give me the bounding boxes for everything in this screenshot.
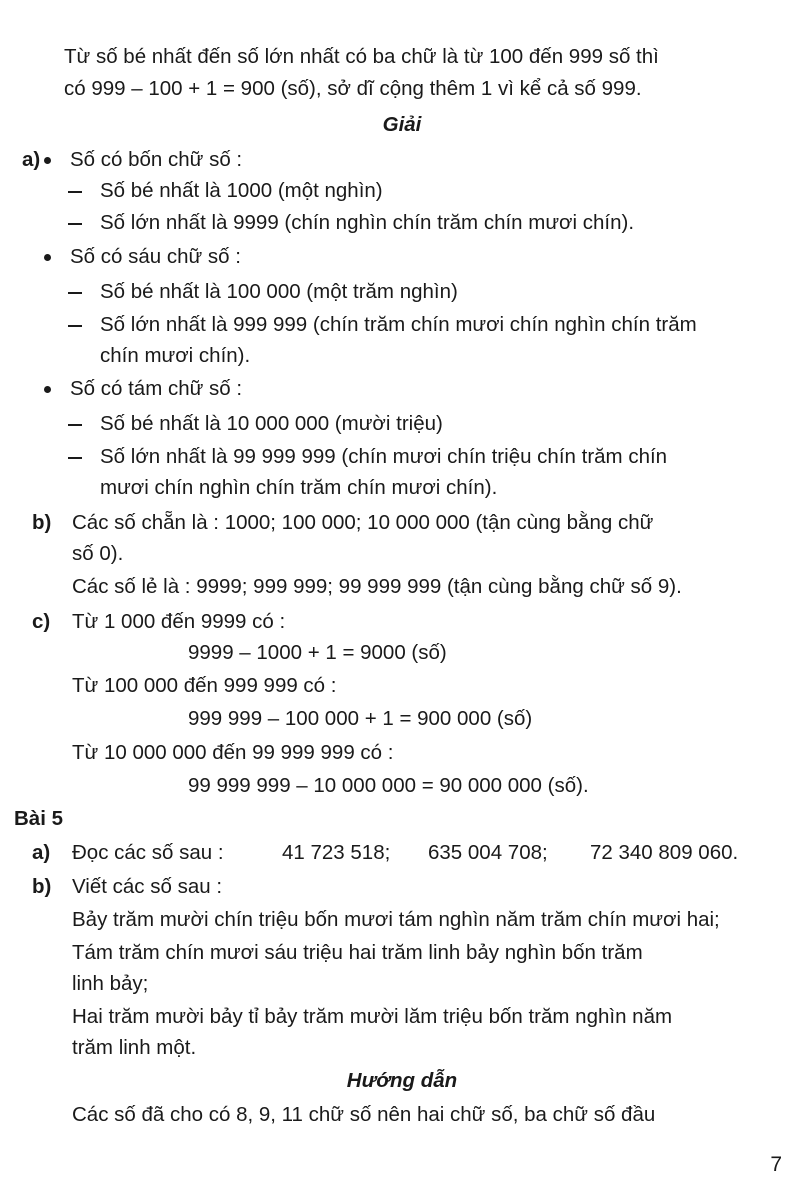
calc-eight-digit: 99 999 999 – 10 000 000 = 90 000 000 (số). [188,774,589,797]
dash-icon [68,292,82,294]
range-eight-digit: Từ 10 000 000 đến 99 999 999 có : [72,741,394,764]
group-six-digit-title: Số có sáu chữ số : [70,245,241,268]
six-digit-smallest: Số bé nhất là 100 000 (một trăm nghìn) [100,280,458,303]
odd-numbers-line: Các số lẻ là : 9999; 999 999; 99 999 999 (tận cùng bằng chữ số 9). [72,575,682,598]
write-number-2-line-1: Tám trăm chín mươi sáu triệu hai trăm linh bảy nghìn bốn trăm [72,941,643,964]
dash-icon [68,223,82,225]
dash-icon [68,457,82,459]
six-digit-largest-line-2: chín mươi chín). [100,344,251,367]
group-four-digit-title: Số có bốn chữ số : [70,148,243,171]
four-digit-smallest: Số bé nhất là 1000 (một nghìn) [100,179,383,202]
calc-four-digit: 9999 – 1000 + 1 = 9000 (số) [188,641,447,664]
write-number-3-line-1: Hai trăm mười bảy tỉ bảy trăm mười lăm triệu bốn trăm nghìn năm [72,1005,673,1028]
calc-six-digit: 999 999 – 100 000 + 1 = 900 000 (số) [188,707,533,730]
even-numbers-line-1: Các số chẵn là : 1000; 100 000; 10 000 000 (tận cùng bằng chữ [72,511,654,534]
exercise-5-title: Bài 5 [14,807,63,830]
write-number-3-line-2: trăm linh một. [72,1036,197,1059]
group-eight-digit-title: Số có tám chữ số : [70,377,243,400]
write-number-2-line-2: linh bảy; [72,972,149,995]
bullet-icon [44,386,51,393]
dash-icon [68,325,82,327]
write-number-1: Bảy trăm mười chín triệu bốn mươi tám nghìn năm trăm chín mươi hai; [72,908,720,931]
range-four-digit: Từ 1 000 đến 9999 có : [72,610,286,633]
intro-line-1: Từ số bé nhất đến số lớn nhất có ba chữ là từ 100 đến 999 số thì [64,45,659,68]
part-b-label: b) [32,511,52,534]
part-c-label: c) [32,610,51,633]
six-digit-largest-line-1: Số lớn nhất là 999 999 (chín trăm chín mươi chín nghìn chín trăm [100,313,697,336]
eight-digit-smallest: Số bé nhất là 10 000 000 (mười triệu) [100,412,443,435]
bullet-icon [44,254,51,261]
eight-digit-largest-line-2: mươi chín nghìn chín trăm chín mươi chín). [100,476,498,499]
even-numbers-line-2: số 0). [72,542,124,565]
part-a-label: a) [22,148,41,171]
eight-digit-largest-line-1: Số lớn nhất là 99 999 999 (chín mươi chín triệu chín trăm chín [100,445,668,468]
page-number: 7 [770,1153,782,1176]
dash-icon [68,424,82,426]
intro-line-2: có 999 – 100 + 1 = 900 (số), sở dĩ cộng thêm 1 vì kể cả số 999. [64,77,642,100]
guide-line-1: Các số đã cho có 8, 9, 11 chữ số nên hai chữ số, ba chữ số đầu [72,1103,656,1126]
exercise-5-a-text: Đọc các số sau : [72,841,224,864]
exercise-5-b-text: Viết các số sau : [72,875,223,898]
exercise-5-a-label: a) [32,841,51,864]
range-six-digit: Từ 100 000 đến 999 999 có : [72,674,337,697]
exercise-5-b-label: b) [32,875,52,898]
dash-icon [68,191,82,193]
number-2: 635 004 708; [428,841,548,864]
guide-heading: Hướng dẫn [346,1069,458,1092]
number-1: 41 723 518; [282,841,391,864]
four-digit-largest: Số lớn nhất là 9999 (chín nghìn chín trăm chín mươi chín). [100,211,635,234]
number-3: 72 340 809 060. [590,841,739,864]
bullet-icon [44,157,51,164]
solution-heading: Giải [382,113,422,136]
